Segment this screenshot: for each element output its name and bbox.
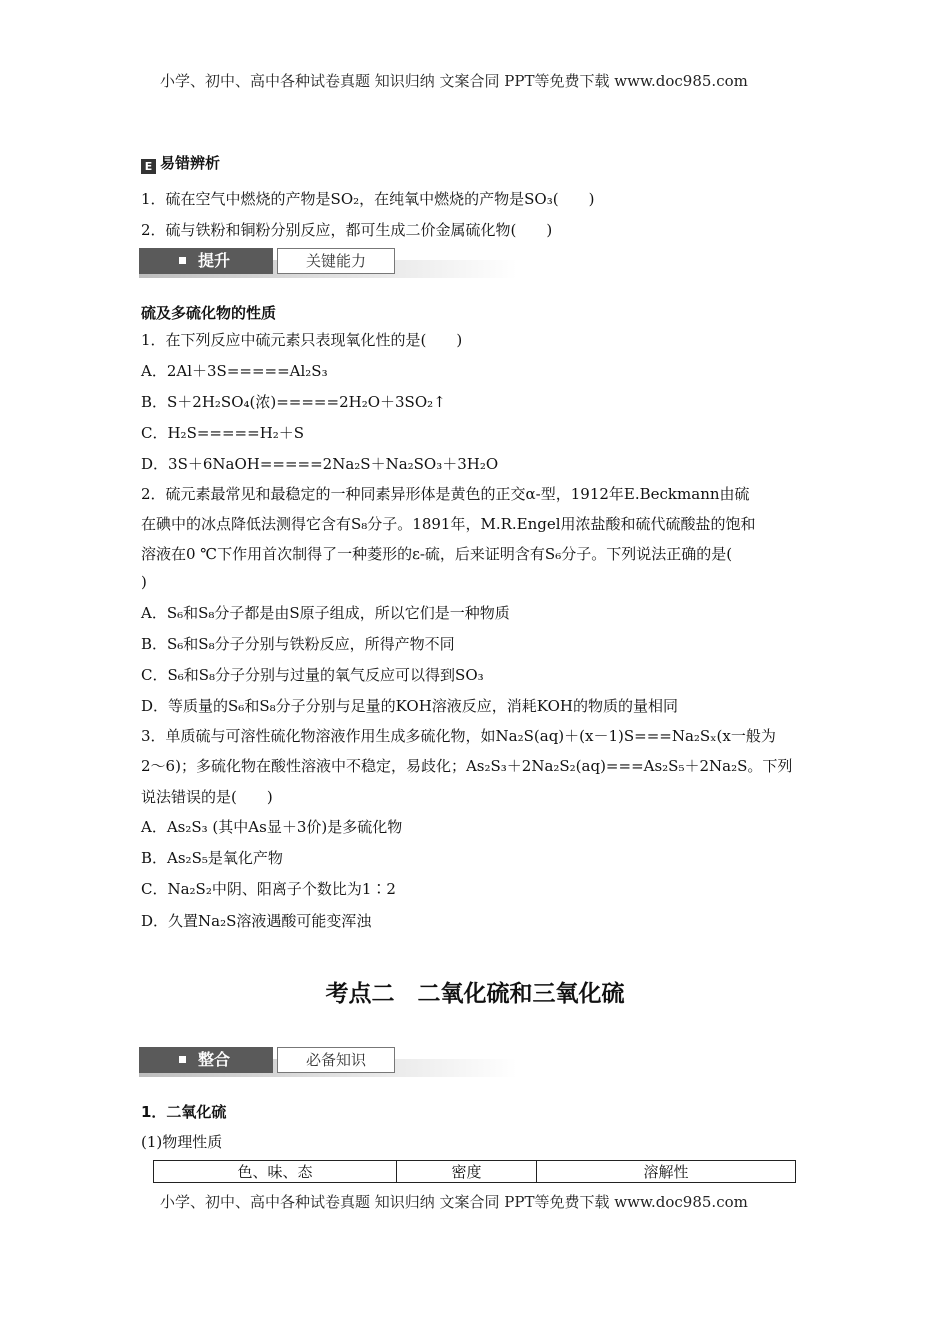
error-item-1: 1．硫在空气中燃烧的产物是SO₂，在纯氧中燃烧的产物是SO₃( )	[141, 190, 595, 208]
page-footer: 小学、初中、高中各种试卷真题 知识归纳 文案合同 PPT等免费下载 www.doc985.com	[160, 1193, 748, 1211]
table-header-cell: 密度	[397, 1161, 537, 1183]
q2-stem-line-4: )	[141, 573, 147, 591]
q3-option-b: B．As₂S₅是氧化产物	[141, 849, 283, 867]
q2-option-d: D．等质量的S₆和S₈分子分别与足量的KOH溶液反应，消耗KOH的物质的量相同	[141, 697, 678, 715]
q2-stem-line-3: 溶液在0 ℃下作用首次制得了一种菱形的ε-硫，后来证明含有S₆分子。下列说法正确的是(	[141, 545, 733, 563]
q1-option-c: C．H₂S=====H₂＋S	[141, 424, 305, 442]
q3-option-c: C．Na₂S₂中阴、阳离子个数比为1∶2	[141, 880, 396, 898]
banner-main-label: 提升	[198, 251, 231, 270]
banner-improve	[139, 248, 517, 280]
page-header: 小学、初中、高中各种试卷真题 知识归纳 文案合同 PPT等免费下载 www.doc985.com	[160, 72, 748, 90]
q1-option-a: A．2Al＋3S=====Al₂S₃	[141, 362, 328, 380]
topic-heading: 硫及多硫化物的性质	[141, 304, 277, 322]
error-tag-icon: E	[141, 159, 156, 174]
table-header-cell: 溶解性	[537, 1161, 796, 1183]
banner-sub-label: 必备知识	[277, 1047, 395, 1073]
table-header-row	[154, 1161, 796, 1183]
physical-properties-table	[153, 1160, 796, 1183]
error-item-2: 2．硫与铁粉和铜粉分别反应，都可生成二价金属硫化物( )	[141, 221, 553, 239]
q3-stem-line-3: 说法错误的是( )	[141, 788, 273, 806]
q2-option-c: C．S₆和S₈分子分别与过量的氧气反应可以得到SO₃	[141, 666, 484, 684]
q3-stem-line-2: 2～6)；多硫化物在酸性溶液中不稳定，易歧化；As₂S₃＋2Na₂S₂(aq)===As₂S₅＋2Na₂S。下列	[141, 757, 793, 775]
square-bullet-icon	[179, 257, 186, 264]
q1-option-b: B．S＋2H₂SO₄(浓)=====2H₂O＋3SO₂↑	[141, 393, 446, 411]
q2-option-a: A．S₆和S₈分子都是由S原子组成，所以它们是一种物质	[141, 604, 510, 622]
q1-stem: 1．在下列反应中硫元素只表现氧化性的是( )	[141, 331, 463, 349]
q3-stem-line-1: 3．单质硫与可溶性硫化物溶液作用生成多硫化物，如Na₂S(aq)＋(x－1)S===Na₂Sₓ(x一般为	[141, 727, 776, 745]
banner-main-label: 整合	[198, 1050, 231, 1069]
q3-option-d: D．久置Na₂S溶液遇酸可能变浑浊	[141, 912, 372, 930]
q2-stem-line-1: 2．硫元素最常见和最稳定的一种同素异形体是黄色的正交α-型，1912年E.Beckmann由硫	[141, 485, 750, 503]
table-header-cell: 色、味、态	[154, 1161, 397, 1183]
q2-stem-line-2: 在碘中的冰点降低法测得它含有S₈分子。1891年，M.R.Engel用浓盐酸和硫代硫酸盐的饱和	[141, 515, 756, 533]
banner-integrate	[139, 1047, 517, 1079]
square-bullet-icon	[179, 1056, 186, 1063]
q1-option-d: D．3S＋6NaOH=====2Na₂S＋Na₂SO₃＋3H₂O	[141, 455, 499, 473]
error-analysis-title: 易错辨析	[160, 154, 221, 172]
section-title: 考点二 二氧化硫和三氧化硫	[325, 981, 625, 1007]
q3-option-a: A．As₂S₃ (其中As显＋3价)是多硫化物	[141, 818, 403, 836]
part1-heading: 1．二氧化硫	[141, 1103, 227, 1121]
q2-option-b: B．S₆和S₈分子分别与铁粉反应，所得产物不同	[141, 635, 455, 653]
error-analysis-heading	[141, 152, 220, 174]
part1-subheading: (1)物理性质	[141, 1133, 223, 1151]
banner-sub-label: 关键能力	[277, 248, 395, 274]
